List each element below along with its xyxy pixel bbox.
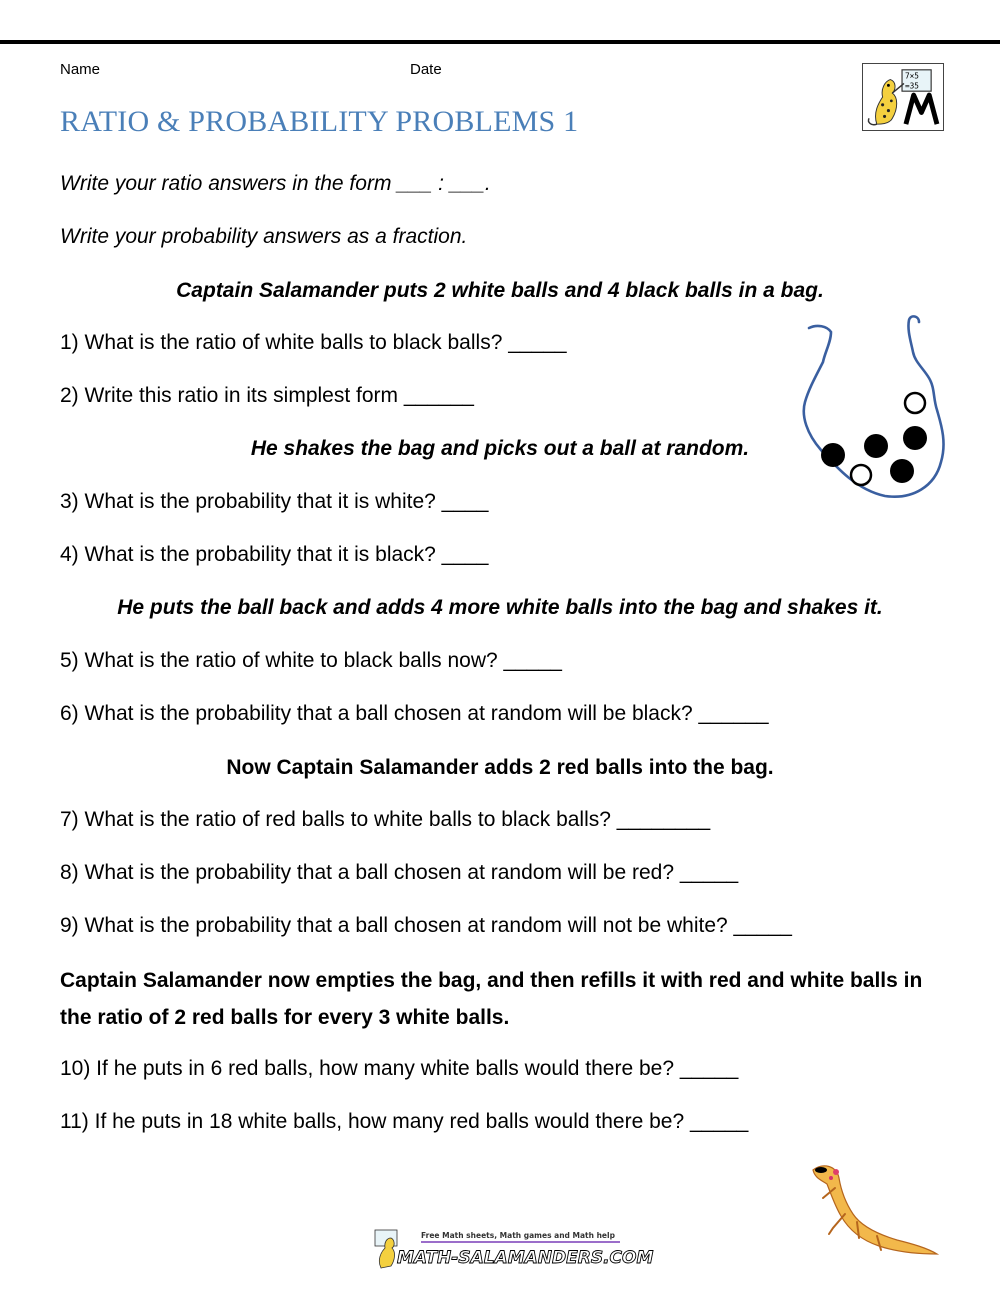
instruction-probability: Write your probability answers as a fraction. <box>60 225 468 248</box>
bag-of-balls-illustration <box>795 312 955 507</box>
black-ball <box>903 426 927 450</box>
question-9: 9) What is the probability that a ball chosen at random will not be white? _____ <box>60 914 792 937</box>
footer-site-name: MATH-SALAMANDERS.COM <box>397 1248 654 1268</box>
black-ball <box>821 443 845 467</box>
scenario-3: He puts the ball back and adds 4 more white balls into the bag and shakes it. <box>117 596 883 619</box>
question-8: 8) What is the probability that a ball chosen at random will be red? _____ <box>60 861 739 884</box>
footer-site-logo <box>375 1226 654 1272</box>
scenario-2: He shakes the bag and picks out a ball at random. <box>250 437 750 460</box>
black-ball <box>890 459 914 483</box>
white-ball <box>905 393 925 413</box>
name-label: Name <box>60 61 101 78</box>
question-5: 5) What is the ratio of white to black balls now? _____ <box>60 649 562 672</box>
worksheet-title: RATIO & PROBABILITY PROBLEMS 1 <box>60 105 579 138</box>
scenario-5: Captain Salamander now empties the bag, and then refills it with red and white balls in the ratio of 2 red balls for every 3 white balls. <box>60 969 923 1029</box>
question-3: 3) What is the probability that it is white? ____ <box>60 490 489 513</box>
question-11: 11) If he puts in 18 white balls, how many red balls would there be? _____ <box>60 1110 749 1133</box>
scenario-4: Now Captain Salamander adds 2 red balls into the bag. <box>226 756 774 779</box>
salamander-icon <box>805 1158 940 1258</box>
logo-text-top: 7×5 <box>904 71 919 81</box>
question-10: 10) If he puts in 6 red balls, how many white balls would there be? _____ <box>60 1057 739 1080</box>
question-1: 1) What is the ratio of white balls to black balls? _____ <box>60 331 567 354</box>
logo-text-bottom: =35 <box>904 81 919 91</box>
question-7: 7) What is the ratio of red balls to white balls to black balls? ________ <box>60 808 711 831</box>
question-2: 2) Write this ratio in its simplest form ______ <box>60 384 474 407</box>
top-rule <box>0 40 1000 44</box>
instruction-ratio: Write your ratio answers in the form ___ : ___. <box>60 172 491 195</box>
math-salamanders-logo-icon <box>862 63 944 131</box>
scenario-1: Captain Salamander puts 2 white balls and 4 black balls in a bag. <box>176 279 824 302</box>
question-4: 4) What is the probability that it is black? ____ <box>60 543 489 566</box>
white-ball <box>851 465 871 485</box>
footer-tagline: Free Math sheets, Math games and Math help <box>421 1231 615 1240</box>
black-ball <box>864 434 888 458</box>
date-label: Date <box>410 61 442 78</box>
question-6: 6) What is the probability that a ball chosen at random will be black? ______ <box>60 702 769 725</box>
